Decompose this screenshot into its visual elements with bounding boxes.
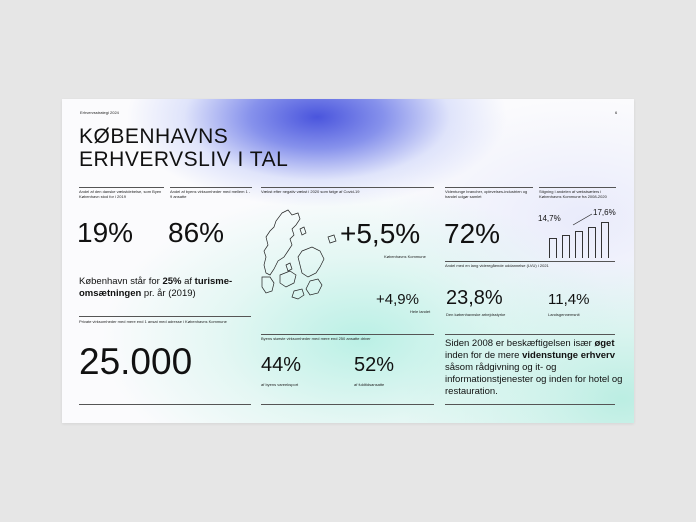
growth-bar: [562, 235, 570, 258]
growth-bar: [588, 227, 596, 258]
stat-label-knowledge: Videntunge brancher, oplevelses-industrien og handel udgør samlet: [445, 189, 528, 199]
stat-label-big-companies: Byens største virksomheder med mere end 250 ansatte driver: [261, 336, 371, 341]
stat-caption-education-country: Landsgennemsnit: [548, 312, 580, 317]
stat-value-growth-companies-start: 14,7%: [538, 214, 561, 223]
divider: [445, 261, 615, 262]
stat-value-export: 44%: [261, 354, 302, 376]
infographic-page: [62, 99, 634, 423]
growth-bar: [549, 238, 557, 258]
stat-value-education-country: 11,4%: [548, 291, 590, 308]
tourism-sentence: København står for 25% af turisme-omsætningen pr. år (2019): [79, 276, 233, 299]
stat-caption-growth-country: Hele landet: [410, 309, 431, 314]
page-title: [79, 125, 288, 171]
divider: [79, 316, 251, 317]
stat-caption-education-copenhagen: Den københavnske arbejdsstyrke: [446, 312, 506, 317]
page-number: 6: [615, 110, 618, 115]
title-line-1: KØBENHAVNS: [79, 125, 229, 148]
divider: [445, 404, 615, 405]
growth-bar: [575, 231, 583, 258]
stat-value-fulltime: 52%: [354, 354, 395, 376]
stat-label-small-companies: Andel af byens virksomheder med mellem 1 - 9 ansatte: [170, 189, 251, 199]
stat-label-growth: Vækst efter negativ vækst i 2020 som følge af Covid-19: [261, 189, 360, 194]
growth-bar-chart: [549, 222, 611, 258]
divider: [79, 187, 164, 188]
divider: [79, 404, 251, 405]
stat-value-knowledge: 72%: [444, 218, 501, 249]
divider: [261, 404, 434, 405]
stat-caption-export: af byens vareeksport: [261, 382, 299, 387]
stat-label-education: Andel med en lang videregående uddannelse (LVU) i 2021: [445, 263, 549, 268]
employment-paragraph: Siden 2008 er beskæftigelsen især øget inden for de mere videnstunge erhverv såsom rådgivning og it- og informationstjenester og inden for hotel og restauration.: [445, 338, 623, 397]
title-line-2: ERHVERVSLIV I TAL: [79, 148, 289, 171]
stat-label-private-companies: Private virksomheder med mere end 1 ansat med adresse i Københavns Kommune: [79, 319, 227, 324]
divider: [539, 187, 616, 188]
denmark-map: [258, 207, 338, 301]
divider: [445, 187, 533, 188]
divider: [261, 334, 434, 335]
stat-value-small-companies: 86%: [168, 217, 225, 248]
stat-label-growth-companies: Stigning i andelen af vækstsæters i Københavns Kommune fra 2008-2020: [539, 189, 607, 199]
stat-caption-fulltime: af fuldtidsansatte: [354, 382, 385, 387]
stat-value-growth-copenhagen: +5,5%: [340, 218, 421, 249]
header-strategy-label: Erhvervsstrategi 2024: [80, 110, 119, 115]
growth-bar: [601, 222, 609, 258]
stat-value-education-copenhagen: 23,8%: [446, 287, 503, 309]
stat-value-growth-country: +4,9%: [376, 291, 419, 308]
stat-caption-growth-copenhagen: Københavns Kommune: [384, 254, 426, 259]
divider: [445, 334, 615, 335]
stat-value-private-companies: 25.000: [79, 341, 193, 382]
stat-value-growth-share: 19%: [77, 217, 134, 248]
stat-label-growth-share: Andel af den danske vækstdebelse, som Byen København stod for i 2019: [79, 189, 162, 199]
divider: [170, 187, 252, 188]
divider: [261, 187, 434, 188]
stat-value-growth-companies-end: 17,6%: [593, 208, 616, 217]
